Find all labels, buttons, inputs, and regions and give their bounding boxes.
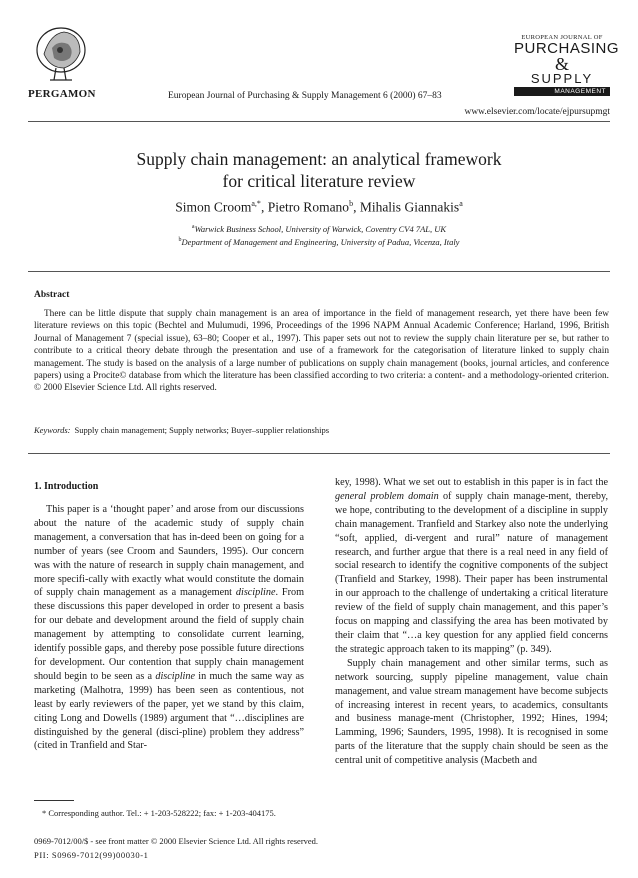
author-separator: ,	[260, 199, 268, 215]
footnote-divider	[34, 800, 74, 801]
affiliation-mark: b	[178, 237, 182, 244]
publisher-name: PERGAMON	[28, 88, 96, 100]
affiliation-mark: a	[191, 224, 195, 231]
header-divider	[28, 121, 610, 122]
author-name: Simon Croom	[175, 199, 252, 215]
affiliation-b	[0, 237, 638, 247]
copyright-line: 0969-7012/00/$ - see front matter © 2000 Elsevier Science Ltd. All rights reserved.	[34, 836, 319, 846]
brand-line-4: SUPPLY	[530, 71, 594, 86]
keywords-label: Keywords:	[34, 425, 71, 435]
author-list	[0, 199, 638, 216]
abstract-text: There can be little dispute that supply chain management is an area of importance in the field of management research, yet there have been few literature reviews on this topic (Bechtel and Mulumudi, 1996, Proceedings of the 1996 NAPM Annual Academic Conference; Harland, 1996, British Journal of Management 7 (special issue), 63–80; Cooper et al., 1997). This paper sets out not to review the supply chain literature per se, but rather to contribute to a critical theory debate through the presentation and use of a framework for the categorisation of literature linked to supply chain management. The study is based on the analysis of a large number of publications on supply chain management (books, journal articles, and conference papers) using a Procite© database from which the literature has been classified according to two criteria: a content- and a methodology-oriented criterion. © 2000 Elsevier Science Ltd. All rights reserved.	[34, 309, 609, 394]
section-heading: 1. Introduction	[34, 481, 99, 492]
author-name: Pietro Romano	[267, 199, 350, 215]
emphasis: general problem domain	[335, 490, 439, 502]
brand-line-5: MANAGEMENT	[514, 87, 610, 96]
keywords-list: Supply chain management; Supply networks; Buyer–supplier relationships	[74, 425, 330, 435]
affiliation-text: Department of Management and Engineering, University of Padua, Vicenza, Italy	[181, 237, 460, 247]
author-mark: b	[349, 199, 354, 208]
emphasis: discipline	[235, 587, 276, 599]
author-mark: a,*	[251, 199, 261, 208]
text-run: in much the same way as marketing (Malhotra, 1999) has been seen as contentious, not least by early reviewers of the paper, yet we stand by this claim, citing Long and Dowells (1989) argument that “…disciplines are distinguished by the general (disci-pline) problem they address” (cited in Tranfield and Star-	[34, 670, 305, 752]
text-run: This paper is a ‘thought paper’ and arose from our discussions about the nature of the academic study of supply chain management, a conversation that has in-deed been on going for a number of years (see Croom and Saunders, 1995). Our concern was with the nature of research in supply chain management, and more specifi-cally with exactly what would constitute the domain of supply chain management as a management	[34, 504, 304, 599]
emphasis: discipline	[155, 670, 195, 682]
journal-url-link[interactable]: www.elsevier.com/locate/ejpursupmgt	[464, 107, 610, 117]
abstract-top-divider	[28, 271, 610, 272]
abstract-heading: Abstract	[34, 290, 70, 300]
title-line-1: Supply chain management: an analytical framework	[136, 149, 502, 169]
footnote: * Corresponding author. Tel.: + 1-203-528222; fax: + 1-203-404175.	[42, 808, 276, 818]
pii-line: PII: S0969-7012(99)00030-1	[34, 850, 149, 860]
affiliation-text: Warwick Business School, University of Warwick, Coventry CV4 7AL, UK	[194, 224, 447, 234]
keywords	[34, 425, 329, 435]
text-run: key, 1998). What we set out to establish in this paper is in fact the	[335, 477, 608, 488]
brand-line-2: PURCHASING	[514, 40, 620, 57]
author-name: Mihalis Giannakis	[359, 199, 460, 215]
body-paragraph	[34, 503, 304, 753]
pergamon-logo-icon	[30, 24, 92, 84]
affiliation-a	[0, 224, 638, 234]
author-mark: a	[459, 199, 463, 208]
journal-brand	[514, 34, 620, 96]
title-line-2: for critical literature review	[222, 171, 416, 191]
body-paragraph: Supply chain management and other similar terms, such as network sourcing, supply pipeline management, value chain management, and value stream management have become subjects of increasing interest in recent years, to academics, consultants and business manage-ment (Christopher, 1992; Hines, 1994; Lamming, 1996; Saunders, 1995, 1998). It is recognised in some parts of the literature that the supply chain should be seen as the central unit of competitive analysis (Macbeth and	[335, 657, 608, 767]
left-column	[34, 503, 304, 753]
abstract-bottom-divider	[28, 453, 610, 454]
right-column	[335, 476, 608, 768]
author-separator: ,	[353, 199, 360, 215]
brand-line-1: EUROPEAN JOURNAL OF	[521, 34, 603, 41]
brand-line-3: &	[554, 54, 569, 74]
body-paragraph	[335, 476, 608, 657]
journal-citation: European Journal of Purchasing & Supply Management 6 (2000) 67–83	[168, 91, 442, 101]
text-run: . From these discussions this paper developed in order to present a basis for our debate and development around the field of supply chain management by attempting to consolidate current learning, identify possible gaps, and thereby pose possible future directions for development. Our contention that supply chain management should begin to be seen as a	[34, 587, 305, 682]
article-title	[0, 148, 638, 192]
text-run: of supply chain manage-ment, thereby, we hope, contributing to the development of a discipline in supply chain management. Tranfield and Starkey also note the underlying “soft, applied, di-vergent and rural” nature of management research, and further argue that there is a real need in any field of social research to identify the cognitive components of the subject (Tranfield and Starkey, 1998). Their paper has been instrumental in our approach to the challenge of undertaking a critical literature review of the field of supply chain management, and this paper’s focus on mapping and classifying the area has been motivated by their claim that “…a key question for any applied field concerns the strategic approach taken to its mapping” (p. 349).	[335, 490, 608, 655]
